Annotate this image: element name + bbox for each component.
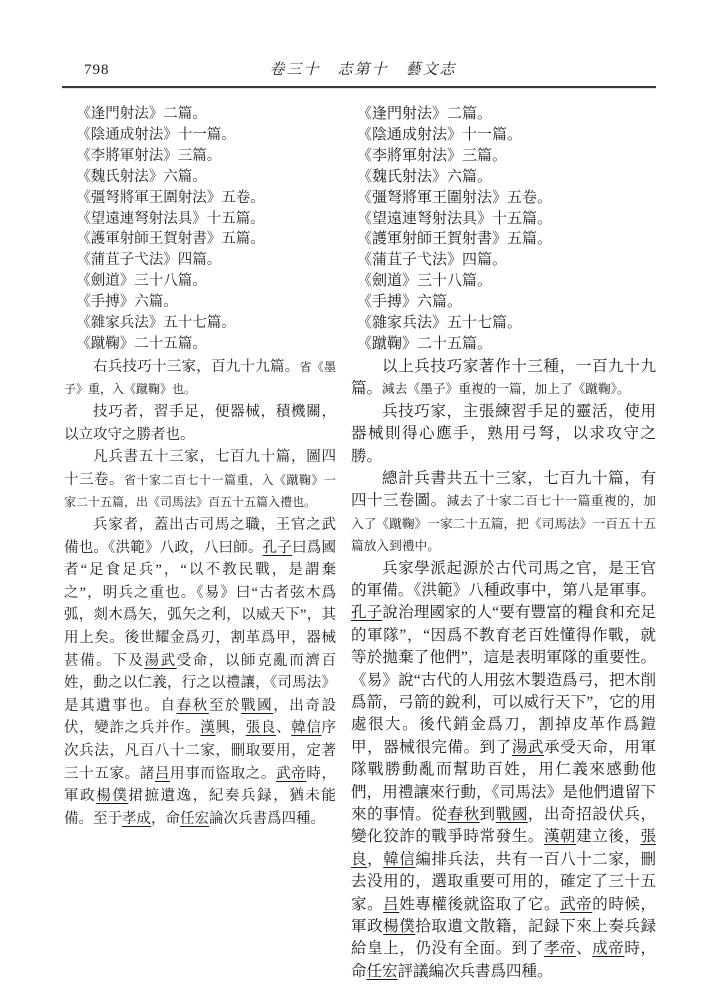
- proper-noun: 楊僕: [383, 918, 416, 936]
- proper-noun: 成帝: [592, 940, 625, 958]
- text-run: 凡兵書五十三家，七百九十篇，圖四十三卷。: [64, 449, 336, 488]
- proper-noun: 春秋: [176, 697, 209, 714]
- paragraph: [64, 356, 336, 401]
- text-run: 受命，以師克亂而濟百姓，動之以仁義，行之以禮讓，《司馬法》是其遺事也。自: [64, 652, 336, 714]
- paragraph: [64, 446, 336, 514]
- text-run: 曰爲國者“足食足兵”，“以不教民戰，是謂棄之”，明兵之重也。《易》曰“古者弦木爲弧，剡木爲矢，弧矢之利，以威天下”，其用上矣。後世耀金爲刃，割革爲甲，器械甚備。下及: [64, 539, 337, 669]
- book-list-item: 《彊弩將軍王圍射法》五卷。: [357, 189, 553, 206]
- paragraph: [64, 514, 336, 830]
- annotation-run: 減去了十家二百七十一篇重複的，加入了《蹴鞠》一家二十五篇，把《司馬法》一百五十五篇放入到禮中。: [351, 494, 656, 554]
- proper-noun: 任宏: [180, 810, 209, 827]
- proper-noun: 漢: [200, 720, 216, 737]
- proper-noun: 孝成: [122, 810, 151, 827]
- book-list-item: 《陰通成射法》十一篇。: [76, 126, 236, 143]
- book-list-item: 《雜家兵法》五十七篇。: [76, 315, 236, 332]
- annotation-run: 省十家二百七十一篇重，入《蹴鞠》一家二十五篇，出《司馬法》百五十五篇入禮也。: [64, 472, 336, 510]
- proper-noun: 戰國: [495, 806, 528, 823]
- text-run: 、: [576, 940, 593, 958]
- text-run: 兵技巧家，主張練習手足的靈活，使用器械則得心應手，熟用弓弩，以求攻守之勝。: [351, 402, 656, 465]
- text-run: 編排兵法，共有一百八十二家，刪去没用的，選取重要可用的，確定了三十五家。: [351, 850, 656, 913]
- book-list-item: 《手搏》六篇。: [357, 294, 463, 311]
- paragraph: [351, 558, 656, 984]
- text-run: ，命: [151, 810, 180, 827]
- text-run: 時，軍政: [64, 765, 337, 805]
- proper-noun: 戰國: [241, 697, 274, 714]
- proper-noun: 韓信: [383, 850, 416, 868]
- book-list-item: 《護軍射師王賀射書》五篇。: [357, 231, 553, 248]
- proper-noun: 張良: [245, 720, 277, 737]
- book-list-item: 《李將軍射法》三篇。: [76, 147, 222, 164]
- text-run: 技巧者，習手足，便器械，積機關，以立攻守之勝者也。: [64, 404, 336, 443]
- paragraph: [64, 401, 336, 446]
- text-run: 捃摭遺逸，紀奏兵録，猶未能備。至于: [64, 788, 336, 827]
- text-run: 右兵技巧十三家，百九十九篇。: [93, 358, 300, 375]
- annotation-run: 減去《墨子》重複的一篇，加上了《蹴鞠》。: [382, 382, 630, 397]
- text-run: 評議編次兵書爲四種。: [397, 962, 553, 980]
- proper-noun: 任宏: [366, 962, 398, 980]
- text-run: 到: [479, 806, 496, 823]
- book-list-item: 《護軍射師王賀射書》五篇。: [76, 231, 265, 248]
- text-run: 拾取遺文散籍，記録下來上奏兵録給皇上，仍没有全面。到了: [351, 918, 656, 958]
- text-run: ，出奇招設伏兵，變化狡詐的戰爭時常發生。: [351, 806, 656, 846]
- paragraph: [351, 468, 656, 558]
- proper-noun: 孔子: [351, 604, 383, 622]
- proper-noun: 吕: [154, 765, 171, 782]
- header-rule: [62, 86, 656, 88]
- right-book-list: [351, 104, 656, 355]
- text-run: 以上兵技巧家著作十三種，一百九十九篇。: [351, 357, 656, 398]
- proper-noun: 吕: [383, 895, 400, 913]
- left-paragraphs: [64, 356, 336, 830]
- proper-noun: 韓信: [291, 720, 322, 737]
- left-column-classical-text: [64, 104, 336, 983]
- proper-noun: 孔子: [262, 539, 293, 556]
- book-list-item: 《望遠連弩射法具》十五篇。: [76, 210, 265, 227]
- paragraph: [351, 356, 656, 401]
- book-list-item: 《雜家兵法》五十七篇。: [357, 315, 523, 332]
- text-run: 兵家學派起源於古代司馬之官，是王官的軍備。《洪範》八種政事中，第八是軍事。: [351, 559, 656, 599]
- right-paragraphs: [351, 356, 656, 983]
- book-list-item: 《蹴鞠》二十五篇。: [357, 335, 493, 352]
- book-list-item: 《彊弩將軍王圍射法》五卷。: [76, 189, 265, 206]
- paragraph: [351, 401, 656, 468]
- book-list-item: 《李將軍射法》三篇。: [357, 147, 508, 164]
- text-run: 總計兵書共五十三家，七百九十篇，有四十三卷圖。: [351, 469, 656, 510]
- text-run: 論次兵書爲四種。: [209, 810, 325, 827]
- book-list-item: 《手搏》六篇。: [76, 294, 178, 311]
- right-column-translation-text: [351, 104, 656, 983]
- page-header: [62, 58, 656, 79]
- left-book-list: [64, 104, 336, 355]
- book-list-item: 《蒲苴子弋法》四篇。: [357, 252, 508, 269]
- text-run: 姓專權後就盜取了它。: [399, 895, 561, 913]
- proper-noun: 湯武: [511, 738, 544, 756]
- proper-noun: 春秋: [447, 806, 480, 823]
- book-list-item: 《魏氏射法》六篇。: [76, 168, 207, 185]
- book-list-item: 《逢門射法》二篇。: [357, 106, 493, 122]
- text-run: 建立後，: [576, 828, 641, 846]
- book-list-item: 《蒲苴子弋法》四篇。: [76, 252, 222, 269]
- book-list-item: 《劍道》三十八篇。: [357, 273, 493, 290]
- book-list-item: 《劍道》三十八篇。: [76, 273, 207, 290]
- proper-noun: 漢朝: [543, 828, 577, 846]
- book-list-item: 《魏氏射法》六篇。: [357, 168, 493, 185]
- book-list-item: 《蹴鞠》二十五篇。: [76, 335, 207, 352]
- text-run: 的時候，軍政: [351, 895, 656, 936]
- page-header-title: 卷三十 志第十 藝文志: [269, 62, 457, 78]
- text-run: 序次兵法，凡百八十二家，刪取要用，定著三十五家。諸: [64, 720, 337, 782]
- two-column-text-body: [62, 104, 656, 983]
- book-list-item: 《陰通成射法》十一篇。: [357, 126, 523, 143]
- page-number: 798: [84, 62, 110, 78]
- book-list-item: 《望遠連弩射法具》十五篇。: [357, 210, 553, 227]
- proper-noun: 楊僕: [96, 788, 129, 805]
- text-run: ，: [367, 850, 384, 868]
- proper-noun: 武: [160, 652, 177, 669]
- text-run: ，出奇設伏，變詐之兵并作。: [64, 697, 336, 737]
- proper-noun: 湯: [144, 652, 161, 669]
- text-run: 至於: [208, 697, 242, 714]
- text-run: 興，: [215, 720, 246, 737]
- annotation-run: 省《墨子》重，入《蹴鞠》也。: [64, 359, 336, 397]
- proper-noun: 張良: [351, 828, 656, 868]
- text-run: 兵家者，蓋出古司馬之職，王官之武備也。《洪範》八政，八曰師。: [64, 517, 336, 556]
- book-list-item: 《逢門射法》二篇。: [76, 106, 207, 122]
- text-run: 、: [276, 720, 292, 737]
- proper-noun: 武帝: [560, 895, 593, 913]
- text-run: 時，命: [351, 940, 656, 980]
- text-run: 說治理國家的人“要有豐富的糧食和充足的軍隊”，“因爲不教育老百姓懂得作戰，就等於拋棄了他們”，這是表明軍隊的重要性。《易》說“古代的人用弦木製造爲弓，把木削爲箭，弓箭的銳利，可以威行天下”，它的用處很大。後代銷金爲刀，割掉皮革作爲鎧甲，器械很完備。到了: [351, 604, 656, 756]
- proper-noun: 武帝: [276, 765, 307, 782]
- text-run: 用事而盜取之。: [170, 765, 277, 782]
- text-run: 承受天命，用軍隊戰勝動亂而幫助百姓，用仁義來感動他們，用禮讓來行動，《司馬法》是他們遺留下來的事情。從: [351, 738, 656, 823]
- proper-noun: 孝帝: [543, 940, 577, 958]
